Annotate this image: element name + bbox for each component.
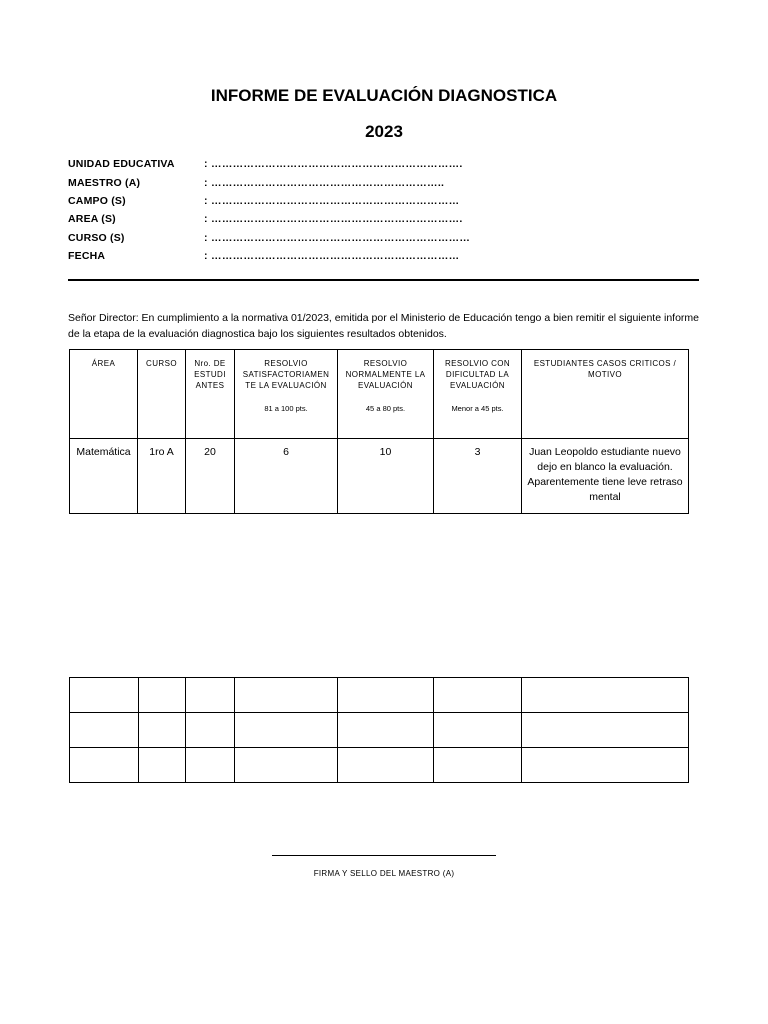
blank-cell <box>434 678 522 713</box>
field-value: : ……………………………………………………………. <box>204 158 463 171</box>
header-divider <box>68 279 699 281</box>
header-fields <box>68 155 708 265</box>
field-value: : ……………………………………………………….. <box>204 176 445 189</box>
blank-cell <box>338 678 434 713</box>
blank-cell <box>186 713 235 748</box>
field-label: CURSO (S) <box>68 231 125 244</box>
results-table <box>69 349 689 514</box>
blank-cell <box>186 748 235 783</box>
field-label: CAMPO (S) <box>68 194 126 207</box>
header-nro-estudiantes: Nro. DE ESTUDI ANTES <box>186 350 235 439</box>
field-unidad-educativa <box>68 155 708 173</box>
table-row <box>70 439 689 514</box>
header-range: Menor a 45 pts. <box>451 404 504 413</box>
field-area <box>68 210 708 228</box>
field-fecha <box>68 247 708 265</box>
field-value: : ……………………………………………………………. <box>204 213 463 226</box>
blank-cell <box>139 713 186 748</box>
blank-cell <box>70 678 139 713</box>
blank-cell <box>186 678 235 713</box>
header-satisfactorio: RESOLVIO SATISFACTORIAMEN TE LA EVALUACIÓN 81 a 100 pts. <box>235 350 338 439</box>
field-label: MAESTRO (A) <box>68 176 141 189</box>
cell-nro-estudiantes: 20 <box>186 439 235 514</box>
cell-satisfactorio: 6 <box>235 439 338 514</box>
blank-cell <box>338 748 434 783</box>
cell-normal: 10 <box>338 439 434 514</box>
blank-cell <box>235 748 338 783</box>
header-dificultad: RESOLVIO CON DIFICULTAD LA EVALUACIÓN Menor a 45 pts. <box>434 350 522 439</box>
blank-cell <box>338 713 434 748</box>
blank-table <box>69 677 689 783</box>
field-label: FECHA <box>68 250 106 263</box>
table-header-row <box>70 350 689 439</box>
header-range: 81 a 100 pts. <box>264 404 308 413</box>
blank-cell <box>522 748 689 783</box>
blank-cell <box>70 713 139 748</box>
field-label: UNIDAD EDUCATIVA <box>68 158 175 171</box>
field-value: : ……………………………………………………………… <box>204 231 471 244</box>
document-year: 2023 <box>365 122 403 141</box>
cell-casos-criticos: Juan Leopoldo estudiante nuevo dejo en blanco la evaluación. Aparentemente tiene leve retraso mental <box>522 439 689 514</box>
intro-paragraph: Señor Director: En cumplimiento a la normativa 01/2023, emitida por el Ministerio de Educación tengo a bien remitir el siguiente informe de la etapa de la evaluación diagnostica bajo los siguientes resultados obtenidos. <box>68 312 699 340</box>
document-title: INFORME DE EVALUACIÓN DIAGNOSTICA <box>210 86 558 105</box>
blank-cell <box>70 748 139 783</box>
blank-row <box>70 748 689 783</box>
blank-row <box>70 678 689 713</box>
signature-line <box>272 855 496 856</box>
field-value: : …………………………………………………………… <box>204 250 460 263</box>
header-range: 45 a 80 pts. <box>365 404 406 413</box>
cell-area: Matemática <box>70 439 138 514</box>
header-area: ÁREA <box>70 350 138 439</box>
blank-cell <box>139 678 186 713</box>
blank-cell <box>139 748 186 783</box>
field-maestro <box>68 173 708 191</box>
cell-dificultad: 3 <box>434 439 522 514</box>
field-value: : …………………………………………………………… <box>204 194 460 207</box>
blank-cell <box>522 678 689 713</box>
field-curso <box>68 229 708 247</box>
header-curso: CURSO <box>138 350 186 439</box>
blank-row <box>70 713 689 748</box>
header-normal: RESOLVIO NORMALMENTE LA EVALUACIÓN 45 a 80 pts. <box>338 350 434 439</box>
field-campo <box>68 192 708 210</box>
signature-label: FIRMA Y SELLO DEL MAESTRO (A) <box>313 869 455 878</box>
cell-curso: 1ro A <box>138 439 186 514</box>
blank-cell <box>235 713 338 748</box>
blank-cell <box>434 713 522 748</box>
header-casos-criticos: ESTUDIANTES CASOS CRITICOS / MOTIVO <box>522 350 689 439</box>
blank-cell <box>522 713 689 748</box>
field-label: AREA (S) <box>68 213 116 226</box>
blank-cell <box>235 678 338 713</box>
blank-cell <box>434 748 522 783</box>
